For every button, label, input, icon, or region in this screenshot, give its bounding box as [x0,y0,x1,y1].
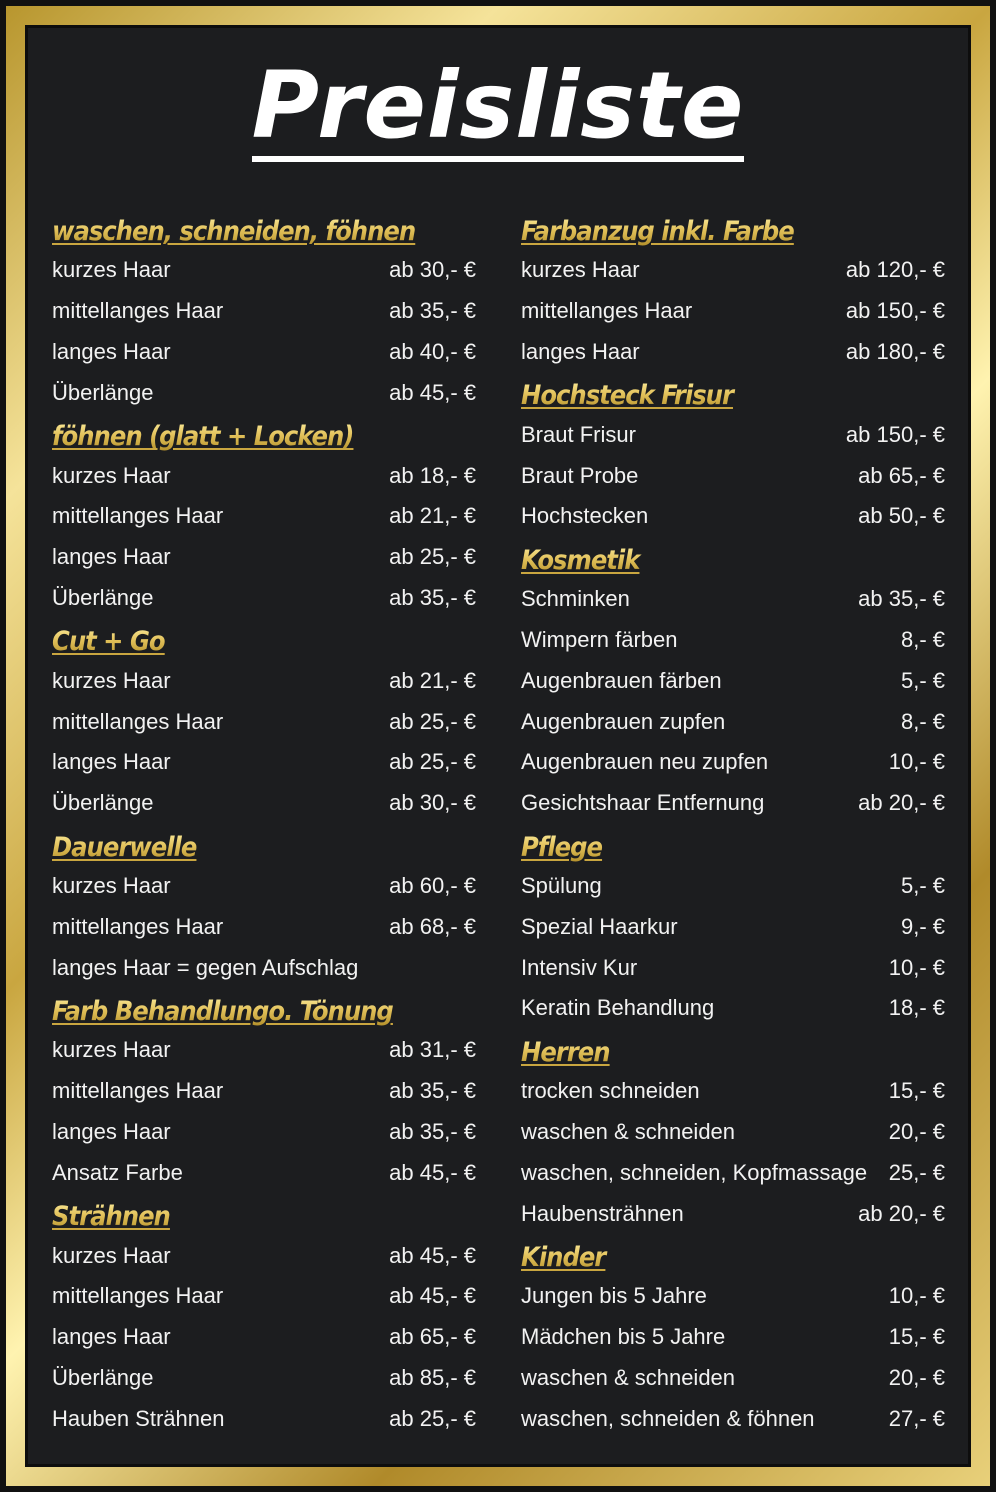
service-label: Überlänge [52,584,154,610]
service-price: 8,- € [900,708,945,734]
price-row [521,988,945,1029]
service-label: trocken schneiden [521,1078,700,1104]
service-price: ab 40,- € [389,338,476,364]
price-row [521,1398,945,1439]
service-label: kurzes Haar [52,257,171,283]
service-price: ab 35,- € [389,584,476,610]
service-price: 15,- € [888,1078,945,1104]
service-label: langes Haar [52,1118,171,1144]
service-label: langes Haar [52,338,171,364]
service-label: Gesichtshaar Entfernung [521,790,765,816]
service-price: ab 120,- € [845,257,945,283]
price-row [52,1030,476,1071]
service-price: ab 21,- € [389,667,476,693]
price-row [52,1317,476,1358]
service-label: Braut Frisur [521,421,636,447]
service-label: kurzes Haar [52,1037,171,1063]
service-label: Spülung [521,872,602,898]
service-price: ab 31,- € [389,1037,476,1063]
service-price: 10,- € [888,954,945,980]
service-label: mittellanges Haar [52,1283,224,1309]
service-label: Jungen bis 5 Jahre [521,1283,707,1309]
service-price: ab 35,- € [389,1118,476,1144]
service-label: kurzes Haar [521,257,640,283]
service-label: Überlänge [52,379,154,405]
service-label: kurzes Haar [52,462,171,488]
service-price: 20,- € [888,1364,945,1390]
price-row [521,250,945,291]
section-title: föhnen (glatt + Locken) [52,419,476,455]
price-row [521,496,945,537]
price-row [521,1317,945,1358]
section-title: waschen, schneiden, föhnen [52,214,476,250]
service-label: Schminken [521,586,630,612]
price-row [52,1276,476,1317]
price-row [521,742,945,783]
service-price: ab 25,- € [389,1405,476,1431]
price-row [521,579,945,620]
price-row [52,947,476,988]
service-price: ab 20,- € [858,790,945,816]
service-price: 25,- € [888,1159,945,1185]
service-label: mittellanges Haar [52,913,224,939]
section-title: Strähnen [52,1199,476,1235]
service-label: langes Haar [52,544,171,570]
service-price: 27,- € [888,1405,945,1431]
price-row [521,1193,945,1234]
price-row [52,496,476,537]
service-price: ab 20,- € [858,1200,945,1226]
service-label: Spezial Haarkur [521,913,678,939]
price-row [521,1071,945,1112]
price-row [52,291,476,332]
service-label: mittellanges Haar [521,298,693,324]
right-column [521,214,945,1439]
price-row [521,701,945,742]
service-price: ab 85,- € [389,1364,476,1390]
service-price: ab 21,- € [389,503,476,529]
service-price: ab 45,- € [389,379,476,405]
service-label: Intensiv Kur [521,954,638,980]
service-price: ab 65,- € [858,462,945,488]
price-row [521,866,945,907]
service-label: Überlänge [52,790,154,816]
price-row [52,455,476,496]
section-title: Pflege [521,830,945,866]
price-row [521,1112,945,1153]
price-row [521,1152,945,1193]
price-row [521,783,945,824]
service-price: ab 25,- € [389,708,476,734]
service-label: Braut Probe [521,462,639,488]
price-row [52,332,476,373]
service-price: ab 150,- € [845,298,945,324]
page-title-text: Preisliste [252,56,745,162]
service-label: kurzes Haar [52,872,171,898]
service-label: waschen & schneiden [521,1364,736,1390]
price-row [52,1152,476,1193]
price-row [521,1358,945,1399]
service-label: mittellanges Haar [52,1078,224,1104]
service-price: ab 18,- € [389,462,476,488]
price-row [52,866,476,907]
price-row [52,1235,476,1276]
service-price: ab 35,- € [389,298,476,324]
service-price: ab 30,- € [389,790,476,816]
service-price: ab 45,- € [389,1242,476,1268]
service-price: 5,- € [900,872,945,898]
service-label: kurzes Haar [52,1242,171,1268]
service-price: ab 180,- € [845,338,945,364]
service-label: langes Haar [52,749,171,775]
service-price: ab 30,- € [389,257,476,283]
service-label: langes Haar [521,338,640,364]
price-row [521,947,945,988]
service-label: Hauben Strähnen [52,1405,225,1431]
service-label: Überlänge [52,1364,154,1390]
price-row [52,906,476,947]
service-price: 20,- € [888,1118,945,1144]
service-label: mittellanges Haar [52,503,224,529]
service-price: 9,- € [900,913,945,939]
price-row [521,660,945,701]
section-title: Cut + Go [52,624,476,660]
service-label: Wimpern färben [521,626,678,652]
price-row [52,372,476,413]
price-row [52,660,476,701]
service-label: Augenbrauen zupfen [521,708,726,734]
price-row [521,906,945,947]
service-label: mittellanges Haar [52,298,224,324]
price-row [521,291,945,332]
price-row [52,537,476,578]
price-row [52,742,476,783]
service-label: Augenbrauen färben [521,667,722,693]
service-price: ab 50,- € [858,503,945,529]
section-title: Kosmetik [521,543,945,579]
price-row [52,783,476,824]
service-label: kurzes Haar [52,667,171,693]
price-row [521,620,945,661]
service-price: ab 150,- € [845,421,945,447]
service-label: Augenbrauen neu zupfen [521,749,769,775]
price-row [52,701,476,742]
service-price: 5,- € [900,667,945,693]
price-row [52,1071,476,1112]
service-price: ab 25,- € [389,544,476,570]
price-row [521,455,945,496]
service-price: ab 65,- € [389,1324,476,1350]
service-price: 8,- € [900,626,945,652]
section-title: Hochsteck Frisur [521,378,945,414]
service-price: 10,- € [888,749,945,775]
section-title: Farbanzug inkl. Farbe [521,214,945,250]
service-price: ab 25,- € [389,749,476,775]
price-row [52,1358,476,1399]
service-price: 10,- € [888,1283,945,1309]
section-title: Herren [521,1035,945,1071]
price-row [52,1112,476,1153]
service-label: langes Haar [52,1324,171,1350]
service-label: waschen, schneiden, Kopfmassage [521,1159,868,1185]
service-price: ab 45,- € [389,1159,476,1185]
price-row [52,1398,476,1439]
service-label: Ansatz Farbe [52,1159,183,1185]
service-price: ab 68,- € [389,913,476,939]
service-label: Keratin Behandlung [521,995,715,1021]
price-row [521,414,945,455]
service-label: Mädchen bis 5 Jahre [521,1324,726,1350]
page-title [0,52,996,162]
price-row [521,1276,945,1317]
price-row [52,250,476,291]
section-title: Kinder [521,1240,945,1276]
service-label: mittellanges Haar [52,708,224,734]
section-title: Dauerwelle [52,830,476,866]
service-price: ab 35,- € [858,586,945,612]
service-label: langes Haar = gegen Aufschlag [52,954,359,980]
service-price: 15,- € [888,1324,945,1350]
service-label: Haubensträhnen [521,1200,684,1226]
service-label: Hochstecken [521,503,649,529]
service-label: waschen & schneiden [521,1118,736,1144]
service-price: ab 45,- € [389,1283,476,1309]
service-label: waschen, schneiden & föhnen [521,1405,815,1431]
price-row [52,578,476,619]
service-price: 18,- € [888,995,945,1021]
service-price: ab 35,- € [389,1078,476,1104]
service-price: ab 60,- € [389,872,476,898]
price-row [521,332,945,373]
section-title: Farb Behandlungo. Tönung [52,994,476,1030]
left-column [52,214,476,1439]
